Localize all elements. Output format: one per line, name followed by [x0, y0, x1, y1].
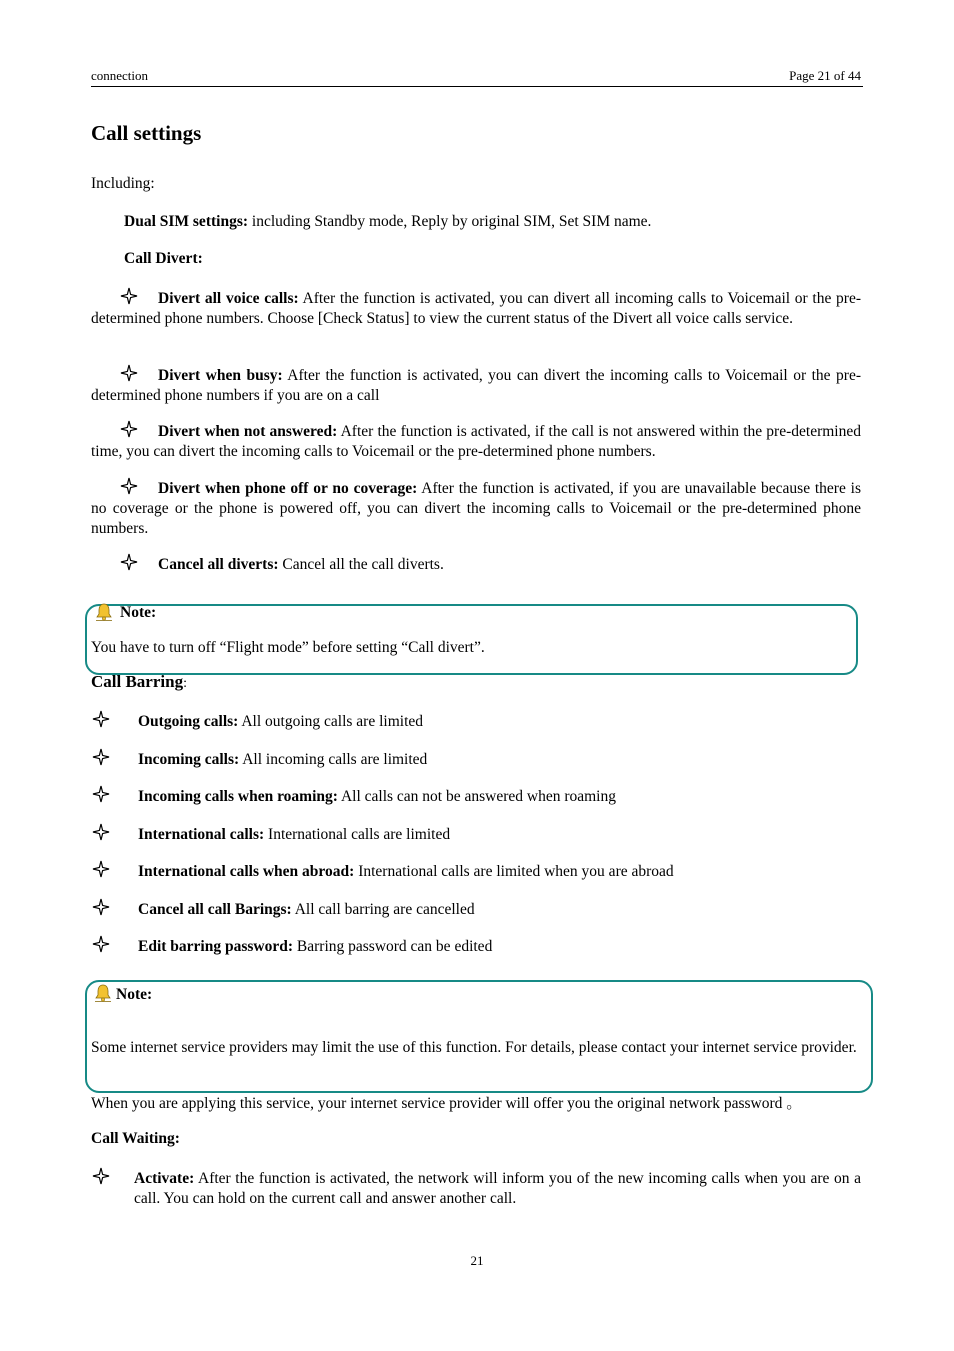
call-divert-heading: Call Divert: [124, 250, 203, 267]
star-bullet-icon [92, 1167, 110, 1185]
note-label: Note: [116, 986, 153, 1003]
star-bullet-icon [120, 553, 138, 571]
star-bullet-icon [92, 785, 110, 803]
star-bullet-icon [92, 860, 110, 878]
barring-item: Edit barring password: Barring password can be edited [138, 938, 493, 955]
page-number: 21 [470, 1253, 484, 1268]
dual-sim-paragraph [124, 212, 651, 232]
dual-sim-label: Dual SIM settings: [124, 213, 249, 230]
call-waiting-heading: Call Waiting: [91, 1130, 180, 1147]
divert-item: Divert all voice calls: After the function is activated, you can divert all incoming calls to Voicemail or the pre-determined phone numbers. Choose [Check Status] to view the current status of the Divert all voice calls service. [91, 290, 861, 327]
password-text: When you are applying this service, your internet service provider will offer you the original network password 。 [91, 1095, 802, 1112]
note-text: Some internet service providers may limit the use of this function. For details, please contact your internet service provider. [91, 1039, 857, 1056]
dual-sim-text: including Standby mode, Reply by original SIM, Set SIM name. [248, 213, 652, 230]
header-divider [91, 86, 863, 87]
star-bullet-icon [92, 748, 110, 766]
divert-item: Cancel all diverts: Cancel all the call diverts. [158, 556, 444, 573]
note-label: Note: [120, 604, 157, 621]
header-page-indicator: Page 21 of 44 [789, 68, 861, 83]
call-barring-heading: Call Barring: [91, 672, 187, 691]
barring-item: International calls when abroad: International calls are limited when you are abroad [138, 863, 674, 880]
star-bullet-icon [92, 898, 110, 916]
barring-item: Cancel all call Barings: All call barring are cancelled [138, 901, 475, 918]
divert-item: Divert when busy: After the function is activated, you can divert the incoming calls to Voicemail or the pre-determined phone numbers if you are on a call [91, 367, 862, 404]
note-text: You have to turn off “Flight mode” before setting “Call divert”. [91, 639, 485, 656]
header-left: connection [91, 68, 149, 83]
page-title: Call settings [91, 121, 202, 145]
call-waiting-item: Activate: After the function is activated, the network will inform you of the new incoming calls when you are on a call. You can hold on the current call and answer another call. [134, 1170, 861, 1207]
star-bullet-icon [92, 710, 110, 728]
star-bullet-icon [92, 823, 110, 841]
divert-item: Divert when phone off or no coverage: After the function is activated, if you are unavailable because there is no coverage or the phone is powered off, you can divert the incoming calls to Voicemail or the pre-determined phone numbers. [91, 480, 861, 537]
barring-item: Outgoing calls: All outgoing calls are limited [138, 713, 424, 730]
bell-icon [93, 983, 113, 1003]
barring-item: International calls: International calls are limited [138, 826, 451, 843]
bell-icon [94, 602, 114, 622]
intro-text: Including: [91, 175, 155, 192]
divert-item: Divert when not answered: After the function is activated, if the call is not answered within the pre-determined time, you can divert the incoming calls to Voicemail or the pre-determined phone numbers. [91, 423, 861, 460]
barring-item: Incoming calls when roaming: All calls can not be answered when roaming [138, 788, 616, 805]
barring-item: Incoming calls: All incoming calls are limited [138, 751, 428, 768]
star-bullet-icon [92, 935, 110, 953]
